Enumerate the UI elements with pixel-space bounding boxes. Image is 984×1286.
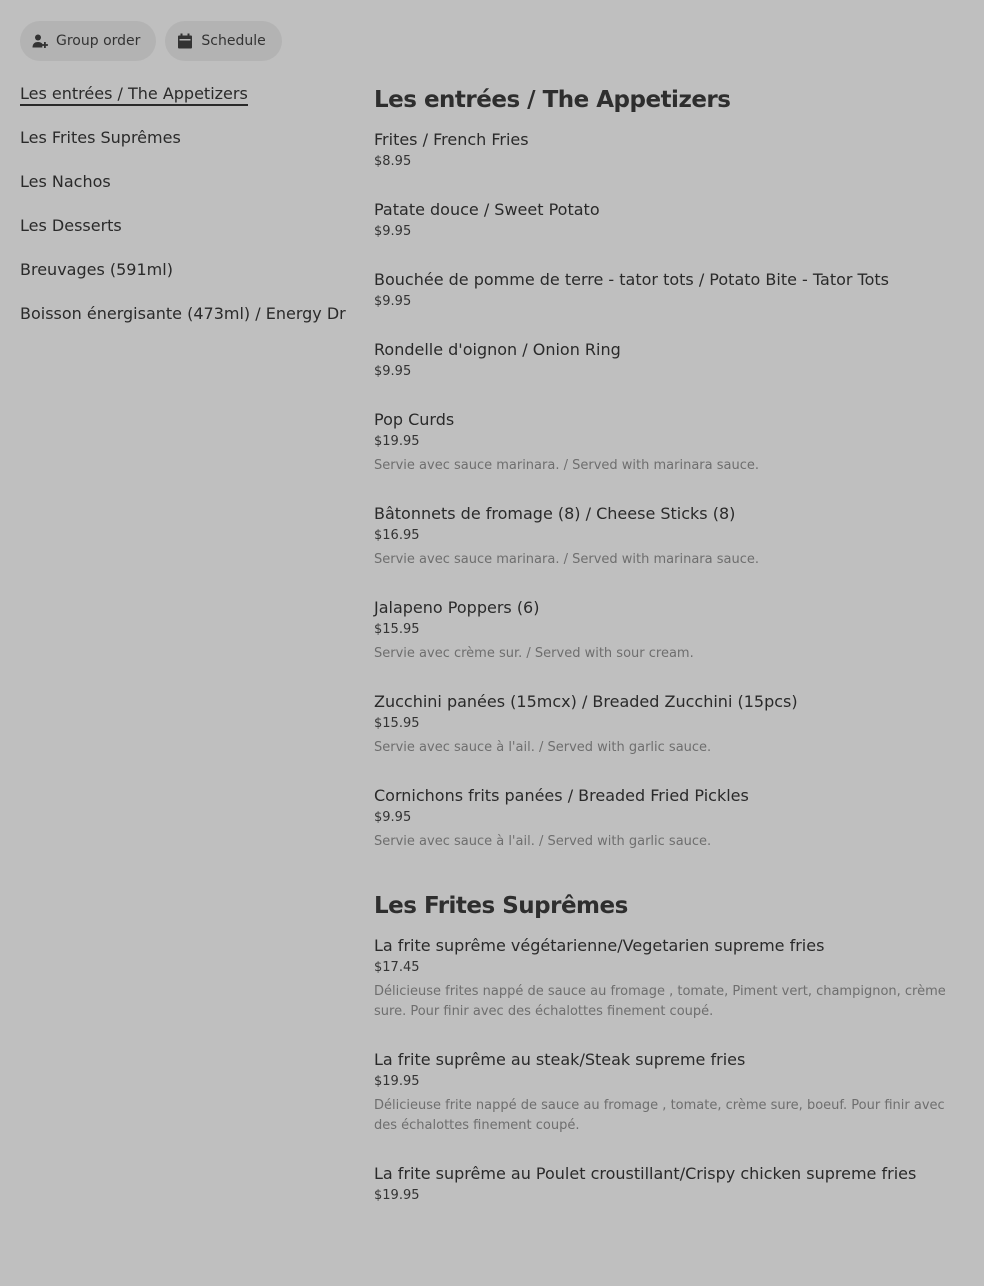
menu-item-price: $9.95 — [374, 364, 412, 379]
menu-item-description: Servie avec sauce à l'ail. / Served with garlic sauce. — [374, 834, 712, 849]
sidebar-item-energy-drinks[interactable] — [20, 302, 350, 346]
menu-item[interactable] — [374, 934, 964, 1022]
menu-item-price: $9.95 — [374, 810, 412, 825]
menu-item-price: $19.95 — [374, 434, 420, 449]
menu-item[interactable] — [374, 1162, 964, 1206]
menu-item-name: La frite suprême au steak/Steak supreme fries — [374, 1050, 746, 1069]
section-appetizers — [374, 84, 964, 852]
group-order-button[interactable] — [20, 21, 156, 61]
header-scroll-remnant — [20, 0, 60, 2]
menu-item-price: $15.95 — [374, 622, 420, 637]
menu-item-description: Servie avec sauce à l'ail. / Served with garlic sauce. — [374, 740, 712, 755]
menu-item[interactable] — [374, 268, 964, 312]
menu-item-name: Zucchini panées (15mcx) / Breaded Zucchini (15pcs) — [374, 692, 798, 711]
menu-item-price: $16.95 — [374, 528, 420, 543]
menu-item-description: Délicieuse frites nappé de sauce au fromage , tomate, Piment vert, champignon, crème sure. Pour finir avec des échalottes finement coupé. — [374, 984, 946, 1019]
menu-item-price: $9.95 — [374, 224, 412, 239]
group-order-label: Group order — [56, 33, 141, 49]
menu-item-price: $17.45 — [374, 960, 420, 975]
menu-item-price: $9.95 — [374, 294, 412, 309]
schedule-label: Schedule — [201, 33, 266, 49]
sidebar-item-appetizers[interactable] — [20, 82, 350, 126]
menu-item[interactable] — [374, 338, 964, 382]
menu-item[interactable] — [374, 1048, 964, 1136]
menu-item-name: Rondelle d'oignon / Onion Ring — [374, 340, 621, 359]
calendar-icon — [177, 33, 193, 49]
menu-item[interactable] — [374, 408, 964, 476]
menu-item-name: Pop Curds — [374, 410, 455, 429]
menu-item-name: La frite suprême au Poulet croustillant/Crispy chicken supreme fries — [374, 1164, 917, 1183]
sidebar-item-label: Boisson énergisante (473ml) / Energy Dr — [20, 304, 346, 323]
menu-item-price: $19.95 — [374, 1074, 420, 1089]
menu-item-name: La frite suprême végétarienne/Vegetarien supreme fries — [374, 936, 825, 955]
section-title: Les Frites Suprêmes — [374, 893, 628, 919]
menu-item-description: Servie avec sauce marinara. / Served with marinara sauce. — [374, 458, 759, 473]
menu-item-price: $15.95 — [374, 716, 420, 731]
section-title: Les entrées / The Appetizers — [374, 87, 731, 113]
menu-item-price: $8.95 — [374, 154, 412, 169]
menu-item-description: Servie avec crème sur. / Served with sour cream. — [374, 646, 694, 661]
sidebar-item-desserts[interactable] — [20, 214, 350, 258]
menu-item-name: Cornichons frits panées / Breaded Fried Pickles — [374, 786, 749, 805]
menu-item-name: Frites / French Fries — [374, 130, 529, 149]
section-frites-supremes — [374, 890, 964, 1206]
sidebar-item-label: Les Desserts — [20, 216, 122, 235]
order-actions — [20, 21, 282, 61]
menu-item[interactable] — [374, 502, 964, 570]
menu-item-name: Jalapeno Poppers (6) — [374, 598, 540, 617]
menu-item-description: Servie avec sauce marinara. / Served with marinara sauce. — [374, 552, 759, 567]
menu-item-description: Délicieuse frite nappé de sauce au fromage , tomate, crème sure, boeuf. Pour finir avec des échalottes finement coupé. — [374, 1098, 945, 1133]
person-add-icon — [32, 33, 48, 49]
sidebar-item-breuvages[interactable] — [20, 258, 350, 302]
menu-item-name: Bâtonnets de fromage (8) / Cheese Sticks (8) — [374, 504, 736, 523]
menu-item[interactable] — [374, 784, 964, 852]
sidebar-item-label: Breuvages (591ml) — [20, 260, 173, 279]
menu-item[interactable] — [374, 198, 964, 242]
menu-item[interactable] — [374, 128, 964, 172]
menu-item[interactable] — [374, 690, 964, 758]
sidebar-item-label: Les Nachos — [20, 172, 111, 191]
menu-item-name: Patate douce / Sweet Potato — [374, 200, 600, 219]
sidebar-item-frites-supremes[interactable] — [20, 126, 350, 170]
sidebar-item-label: Les entrées / The Appetizers — [20, 84, 248, 106]
category-sidebar — [20, 82, 350, 346]
sidebar-item-nachos[interactable] — [20, 170, 350, 214]
menu-item[interactable] — [374, 596, 964, 664]
sidebar-item-label: Les Frites Suprêmes — [20, 128, 181, 147]
schedule-button[interactable] — [165, 21, 281, 61]
menu-content — [374, 84, 964, 1232]
menu-item-price: $19.95 — [374, 1188, 420, 1203]
menu-item-name: Bouchée de pomme de terre - tator tots / Potato Bite - Tator Tots — [374, 270, 889, 289]
